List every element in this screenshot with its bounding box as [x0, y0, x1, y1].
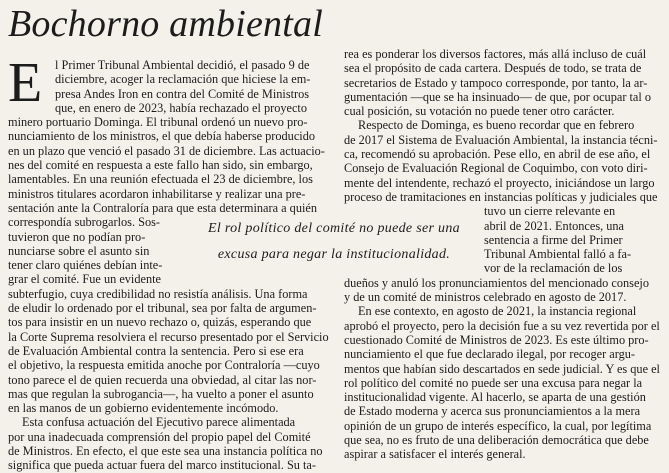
drop-cap: E: [8, 52, 43, 114]
text-line: correspondía subrogarlos. Sos-: [8, 215, 160, 230]
text-line: por una inadecuada comprensión del propio papel del Comité: [8, 429, 311, 444]
text-line: cual posición, su votación no puede tener otro carácter.: [344, 104, 615, 119]
text-line: institucionalidad vigente. Al hacerlo, se aparta de una gestión: [344, 390, 646, 405]
text-line: rol político del comité no puede ser una excusa para negar la: [344, 375, 643, 390]
text-line: diciembre, acoger la reclamación que hiciese la em-: [55, 72, 311, 87]
text-line: rea es ponderar los diversos factores, más allá incluso de cuál: [344, 47, 647, 61]
pull-quote: [186, 216, 482, 268]
text-line: tono parece el de quien recuerda una obviedad, al citar las nor-: [8, 372, 317, 387]
text-line: abril de 2021. Entonces, una: [484, 218, 625, 233]
text-line: Consejo de Evaluación Regional de Coquimbo, con voto diri-: [344, 161, 648, 176]
text-line: vor de la reclamación de los: [484, 261, 623, 276]
text-line: tener claro quiénes debían inte-: [8, 258, 163, 273]
text-line: lamentables. En una reunión efectuada el 23 de diciembre, los: [8, 172, 313, 187]
text-line: Respecto de Dominga, es bueno recordar que en febrero: [358, 118, 635, 133]
text-line: mas que regulan la subrogancia—, ha vuelto a poner el asunto: [8, 386, 314, 401]
text-line: sentencia a firme del Primer: [484, 232, 623, 247]
text-line: el objetivo, la respuesta emitida anoche por Contraloría —cuyo: [8, 358, 320, 373]
text-line: aspirar a satisfacer el interés general.: [344, 447, 526, 462]
text-line: y de un comité de ministros celebrado en agosto de 2017.: [344, 290, 627, 305]
text-line: de Evaluación Ambiental contra la sentencia. Pero si ese era: [8, 343, 304, 358]
text-line: la Corte Suprema resolviera el recurso presentado por el Servicio: [8, 329, 329, 344]
text-line: sea el propósito de cada cartera. Después de todo, se trata de: [344, 61, 642, 76]
text-line: de 2017 el Sistema de Evaluación Ambiental, la instancia técni-: [344, 132, 658, 147]
text-line: nes del comité en respuesta a este fallo han sido, sin embargo,: [8, 158, 313, 173]
text-line: grar el comité. Fue un evidente: [8, 272, 161, 287]
text-line: opinión de un grupo de interés específico, la cual, por legítima: [344, 418, 652, 433]
text-line: tos para insistir en un nuevo rechazo o, quizás, esperando que: [8, 315, 312, 330]
text-line: nunciamiento de los ministros, el que debía haberse producido: [8, 129, 316, 144]
text-line: mentos que habían sido descartados en sede judicial. Y es que el: [344, 361, 660, 376]
text-line: subterfugio, cuya credibilidad no resistía análisis. Una forma: [8, 286, 308, 301]
text-line: tuvo un cierre relevante en: [484, 204, 616, 219]
text-line: Esta confusa actuación del Ejecutivo parece alimentada: [22, 415, 296, 430]
text-line: secretarios de Estado y tampoco corresponde, por tanto, la ar-: [344, 75, 648, 90]
text-line: que sea, no es fruto de una deliberación democrática que debe: [344, 433, 649, 448]
text-line: presa Andes Iron en contra del Comité de Ministros: [55, 86, 310, 101]
text-line: ministros titulares acordaron inhabilitarse y realizar una pre-: [8, 186, 306, 201]
text-line: tuvieron que no podían pro-: [8, 229, 146, 244]
text-line: de Ministros. En efecto, el que este sea una instancia política no: [8, 444, 323, 459]
text-line: en las manos de un gobierno evidentemente incómodo.: [8, 401, 279, 416]
text-line: ca, recomendó su aprobación. Pese ello, en abril de ese año, el: [344, 147, 651, 162]
text-line: nunciarse sobre el asunto sin: [8, 243, 150, 258]
text-line: que, en enero de 2023, había rechazado el proyecto: [55, 100, 307, 115]
text-line: proceso de tramitaciones en instancias políticas y judiciales que: [344, 189, 658, 204]
text-line: nunciamiento el que fue declarado ilegal, por recoger argu-: [344, 347, 636, 362]
text-line: Tribunal Ambiental falló a fa-: [484, 247, 632, 262]
text-line: minero portuario Dominga. El tribunal ordenó un nuevo pro-: [8, 115, 308, 130]
text-line: mente del intendente, rechazó el proyecto, iniciándose un largo: [344, 175, 655, 190]
text-line: cuestionado Comité de Ministros de 2023. Es este último pro-: [344, 332, 649, 347]
text-line: de Estado moderna y acerca sus pronunciamientos a la mera: [344, 404, 641, 419]
text-line: En ese contexto, en agosto de 2021, la instancia regional: [358, 304, 637, 319]
pull-quote-line: excusa para negar la institucionalidad.: [217, 247, 451, 262]
text-line: dueños y anuló los pronunciamientos del mencionado consejo: [344, 275, 649, 290]
text-line: gumentación —que se ha insinuado— de que, por ocupar tal o: [344, 89, 651, 104]
text-line: sentación ante la Contraloría para que esta determinara a quién: [8, 200, 317, 215]
text-line: aprobó el proyecto, pero la decisión fue a su vez revertida por el: [344, 318, 660, 333]
text-line: l Primer Tribunal Ambiental decidió, el pasado 9 de: [55, 58, 310, 72]
pull-quote-line: El rol político del comité no puede ser una: [208, 221, 460, 236]
text-line: significa que pueda actuar fuera del marco institucional. Su ta-: [8, 458, 316, 473]
headline: Bochorno ambiental: [8, 3, 323, 45]
text-line: de eludir lo ordenado por el tribunal, sea por falta de argumen-: [8, 301, 317, 316]
text-line: en un plazo que venció el pasado 31 de diciembre. Las actuacio-: [8, 143, 325, 158]
